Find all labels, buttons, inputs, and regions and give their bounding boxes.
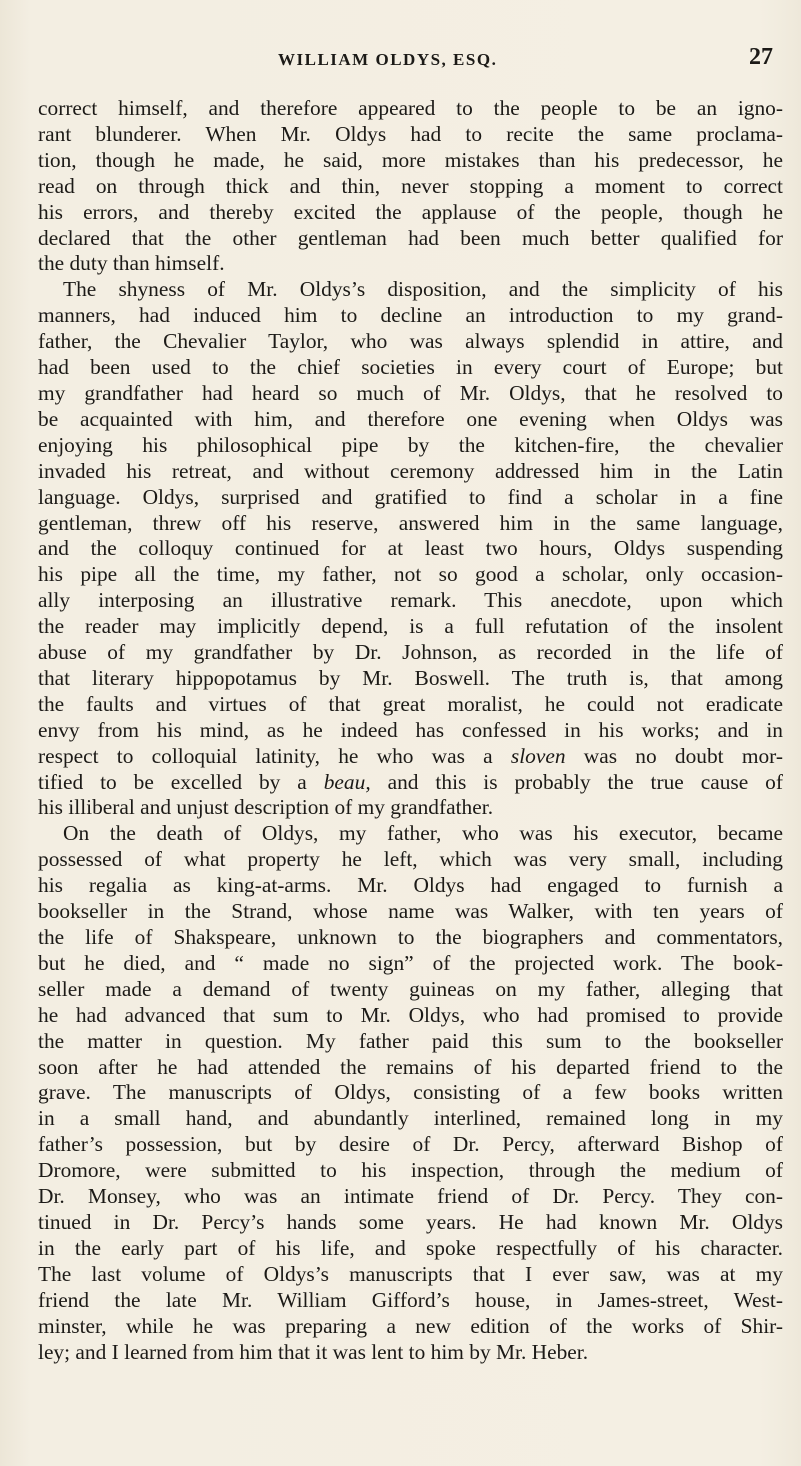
- text-line: rant blunderer. When Mr. Oldys had to recite the same proclama-: [38, 121, 783, 146]
- text-line: tion, though he made, he said, more mistakes than his predecessor, he: [38, 147, 783, 172]
- text-line: had been used to the chief societies in every court of Europe; but: [38, 355, 783, 380]
- page-number: 27: [749, 44, 773, 70]
- text-line: father’s possession, but by desire of Dr. Percy, afterward Bishop of: [38, 1132, 783, 1157]
- text-line: Dromore, were submitted to his inspection, through the medium of: [38, 1158, 783, 1183]
- paragraph-3: [38, 821, 783, 1365]
- text-line: tinued in Dr. Percy’s hands some years. He had known Mr. Oldys: [38, 1209, 783, 1234]
- paragraph-1: [38, 96, 783, 277]
- paragraph-2: [38, 277, 783, 821]
- text-line: his errors, and thereby excited the applause of the people, though he: [38, 199, 783, 224]
- text-line: in the early part of his life, and spoke respectfully of his character.: [38, 1235, 783, 1260]
- text-run: and this is probably the true cause of: [387, 769, 783, 794]
- text-line: his pipe all the time, my father, not so good a scholar, only occasion-: [38, 562, 783, 587]
- text-line: [38, 770, 783, 796]
- text-line: that literary hippopotamus by Mr. Boswell. The truth is, that among: [38, 665, 783, 690]
- text-run: tified to be excelled by a: [38, 769, 307, 794]
- text-run: respect to colloquial latinity, he who was a: [38, 743, 493, 768]
- body-text: [38, 96, 783, 1365]
- text-line: he had advanced that sum to Mr. Oldys, who had promised to provide: [38, 1002, 783, 1027]
- text-run: was no doubt mor-: [583, 743, 784, 768]
- text-line: father, the Chevalier Taylor, who was always splendid in attire, and: [38, 329, 783, 354]
- text-line: declared that the other gentleman had been much better qualified for: [38, 225, 783, 250]
- italic-word: sloven: [510, 743, 566, 768]
- text-line: be acquainted with him, and therefore one evening when Oldys was: [38, 406, 783, 431]
- text-line: The shyness of Mr. Oldys’s disposition, and the simplicity of his: [63, 277, 783, 302]
- text-line: The last volume of Oldys’s manuscripts that I ever saw, was at my: [38, 1261, 783, 1286]
- text-line: gentleman, threw off his reserve, answered him in the same language,: [38, 510, 783, 535]
- text-line: Dr. Monsey, who was an intimate friend of Dr. Percy. They con-: [38, 1184, 783, 1209]
- running-title: WILLIAM OLDYS, ESQ.: [278, 50, 498, 69]
- text-line: envy from his mind, as he indeed has confessed in his works; and in: [38, 717, 783, 742]
- text-line: correct himself, and therefore appeared to the people to be an igno-: [38, 96, 783, 120]
- text-line: invaded his retreat, and without ceremony addressed him in the Latin: [38, 458, 783, 483]
- text-line: On the death of Oldys, my father, who was his executor, became: [63, 821, 783, 846]
- text-line: my grandfather had heard so much of Mr. Oldys, that he resolved to: [38, 380, 783, 405]
- text-line: possessed of what property he left, which was very small, including: [38, 847, 783, 872]
- text-line: manners, had induced him to decline an introduction to my grand-: [38, 303, 783, 328]
- text-line: grave. The manuscripts of Oldys, consisting of a few books written: [38, 1080, 783, 1105]
- text-line: [38, 744, 783, 770]
- text-line: the duty than himself.: [38, 251, 225, 276]
- text-line: soon after he had attended the remains of his departed friend to the: [38, 1054, 783, 1079]
- text-line: enjoying his philosophical pipe by the kitchen-fire, the chevalier: [38, 432, 783, 457]
- text-line: bookseller in the Strand, whose name was Walker, with ten years of: [38, 899, 783, 924]
- text-line: minster, while he was preparing a new edition of the works of Shir-: [38, 1313, 783, 1338]
- text-line: seller made a demand of twenty guineas on my father, alleging that: [38, 976, 783, 1001]
- text-line: his illiberal and unjust description of my grandfather.: [38, 795, 494, 820]
- running-head: [0, 44, 801, 84]
- text-line: language. Oldys, surprised and gratified to find a scholar in a fine: [38, 484, 783, 509]
- text-line: but he died, and “ made no sign” of the projected work. The book-: [38, 950, 783, 975]
- italic-word: beau,: [323, 769, 371, 794]
- text-line: his regalia as king-at-arms. Mr. Oldys had engaged to furnish a: [38, 873, 783, 898]
- text-line: ley; and I learned from him that it was lent to him by Mr. Heber.: [38, 1339, 589, 1364]
- text-line: in a small hand, and abundantly interlined, remained long in my: [38, 1106, 783, 1131]
- text-line: the reader may implicitly depend, is a full refutation of the insolent: [38, 614, 783, 639]
- text-line: and the colloquy continued for at least two hours, Oldys suspending: [38, 536, 783, 561]
- text-line: abuse of my grandfather by Dr. Johnson, as recorded in the life of: [38, 640, 783, 665]
- text-line: read on through thick and thin, never stopping a moment to correct: [38, 173, 783, 198]
- text-line: the matter in question. My father paid this sum to the bookseller: [38, 1028, 783, 1053]
- text-line: the life of Shakspeare, unknown to the biographers and commentators,: [38, 925, 783, 949]
- text-line: ally interposing an illustrative remark. This anecdote, upon which: [38, 588, 783, 613]
- text-line: the faults and virtues of that great moralist, he could not eradicate: [38, 691, 783, 716]
- text-line: friend the late Mr. William Gifford’s house, in James-street, West-: [38, 1287, 783, 1312]
